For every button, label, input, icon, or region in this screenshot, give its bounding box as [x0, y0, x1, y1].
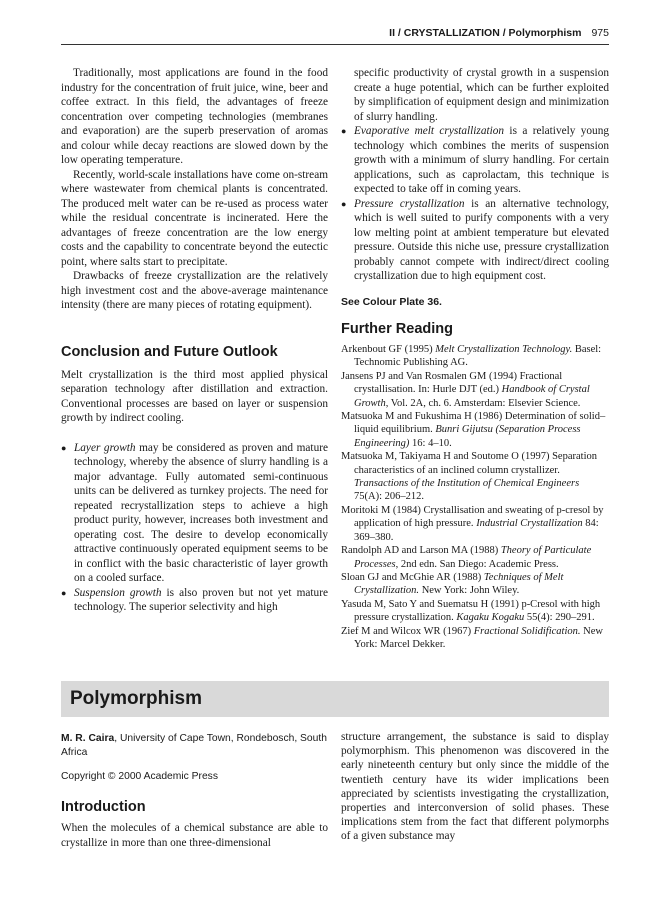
author-name: M. R. Caira — [61, 733, 115, 744]
list-item: ● Layer growth may be considered as proven and mature technology, whereby the absence of slurry handling is a major advantage. Fully automated semi-continuous units can be delivered as turnkey projects. The need for repeated recrystallization steps to achieve a high product purity, however, increases both investment and operating cost. The desire to develop economically attractive continuously operated equipment seems to be in conflict with the basic characteristic of layer growth on a cooled surface. — [61, 441, 328, 586]
reference-title: Handbook of Crystal Growth — [354, 384, 590, 409]
reference-item: Randolph AD and Larson MA (1988) Theory of Particulate Processes, 2nd edn. San Diego: Academic Press. — [341, 545, 592, 570]
copyright: Copyright © 2000 Academic Press — [61, 771, 218, 782]
article-right-column — [341, 730, 609, 844]
reference-title: Bunri Gijutsu (Separation Process Engineering) — [354, 424, 581, 449]
article-title-band — [61, 681, 609, 717]
reference-list — [341, 343, 609, 651]
list-item: ● Pressure crystallization is an alternative technology, which is well suited to purify components with a very low melting point at ambient temperature but elevated pressure. Outside this niche use, pressure crystallization probably cannot compete with indirect/direct cooling crystallization due to high equipment cost. — [341, 197, 609, 284]
bullet-list — [341, 124, 609, 284]
running-title: II / CRYSTALLIZATION / Polymorphism 975 — [389, 27, 609, 39]
paragraph: When the molecules of a chemical substance are able to crystallize in more than one three-dimensional — [61, 822, 328, 849]
article-title: Polymorphism — [70, 688, 202, 709]
reference-item: Yasuda M, Sato Y and Suematsu H (1991) p-Cresol with high pressure crystallization. Kagaku Kogaku 55(4): 290–291. — [341, 598, 601, 624]
reference-item: Moritoki M (1984) Crystallisation and sweating of p-cresol by application of high pressure. Industrial Crystallization 84: 369–380. — [341, 504, 604, 543]
right-column — [341, 66, 609, 651]
paragraph: Drawbacks of freeze crystallization are the relatively high investment cost and the above-average maintenance intensity (there are many pieces of rotating equipment). — [61, 270, 328, 311]
reference-item: Zief M and Wilcox WR (1967) Fractional Solidification. New York: Marcel Dekker. — [341, 625, 603, 650]
reference-title: Industrial Crystallization — [476, 518, 583, 530]
list-term: Layer growth — [74, 441, 136, 454]
reference-title: Theory of Particulate Processes — [354, 545, 592, 570]
reference-title: Kagaku Kogaku — [456, 612, 525, 624]
colour-plate-link[interactable]: See Colour Plate 36. — [341, 295, 442, 308]
reference-item: Matsuoka M, Takiyama H and Soutome O (1997) Separation characteristics of an inclined column crystallizer. Transactions of the Institution of Chemical Engineers 75(A): 206–212. — [341, 451, 597, 503]
page-number: 975 — [591, 27, 609, 39]
bullet-list — [61, 441, 328, 615]
reference-item: Jansens PJ and Van Rosmalen GM (1994) Fractional crystallisation. In: Hurle DJT (ed.) Handbook of Crystal Growth, Vol. 2A, ch. 6. Amsterdam: Elsevier Science. — [341, 370, 590, 409]
left-column — [61, 66, 328, 615]
reference-title: Techniques of Melt Crystallization. — [354, 571, 564, 597]
paragraph: structure arrangement, the substance is said to display polymorphism. This phenomenon was discovered in the early nineteenth century but only since the middle of the twentieth century have its wider implications been appreciated by scientists investigating the crystallization, properties and interconversion of solid phases. These implications stem from the fact that different polymorphs of a given substance may — [341, 731, 609, 843]
reference-item: Matsuoka M and Fukushima H (1986) Determination of solid–liquid equilibrium. Bunri Gijutsu (Separation Process Engineering) 16: 4–10. — [341, 411, 606, 449]
section-heading-conclusion: Conclusion and Future Outlook — [61, 343, 278, 360]
reference-item: Sloan GJ and McGhie AR (1988) Techniques of Melt Crystallization. New York: John Wiley. — [341, 571, 564, 597]
list-term: Pressure crystallization — [354, 197, 465, 210]
list-item: ● Evaporative melt crystallization is a relatively young technology which combines the merits of suspension growth with a minimum of slurry handling. For certain applications, such as caprolactam, this technique is expected to take off in coming years. — [341, 124, 609, 197]
paragraph: Recently, world-scale installations have come on-stream where wastewater from chemical plants is concentrated. The produced melt water can be re-used as process water while the residual concentrate is incinerated. Here the advantages of freeze concentration are the low energy costs and the capability to concentrate beyond the eutectic point, where salts start to precipitate. — [61, 168, 328, 268]
list-term: Evaporative melt crystallization — [354, 125, 505, 137]
paragraph: Melt crystallization is the third most applied physical separation technology after distillation and extraction. Conventional processes are based on layer or suspension growth by indirect cooling. — [61, 368, 328, 424]
reference-title: Fractional Solidification. — [473, 625, 581, 637]
paragraph: Traditionally, most applications are found in the food industry for the concentration of fruit juice, wine, beer and coffee extract. In this field, the advantages of freeze concentration over competing technologies (membranes and evaporation) are the superb preservation of aromas and colour while decay reactions are slowed down by the low operating temperature. — [61, 67, 328, 166]
running-header — [61, 26, 609, 45]
paragraph: specific productivity of crystal growth in a suspension create a huge potential, which can be further exploited by simplification of equipment design and minimization of slurry handling. — [354, 67, 609, 123]
article-left-column — [61, 732, 328, 850]
list-item: ● Suspension growth is also proven but not yet mature technology. The superior selectivity and high — [61, 586, 328, 615]
list-term: Suspension growth — [74, 586, 162, 599]
reference-title: Melt Crystallization Technology. — [435, 344, 573, 355]
section-heading-introduction: Introduction — [61, 799, 146, 815]
section-heading-further-reading: Further Reading — [341, 321, 453, 337]
author-line: M. R. Caira, University of Cape Town, Rondebosch, South Africa — [61, 733, 327, 758]
reference-title: Transactions of the Institution of Chemical Engineers — [354, 478, 580, 490]
reference-item: Arkenbout GF (1995) Melt Crystallization Technology. Basel: Technomic Publishing AG. — [341, 344, 602, 369]
